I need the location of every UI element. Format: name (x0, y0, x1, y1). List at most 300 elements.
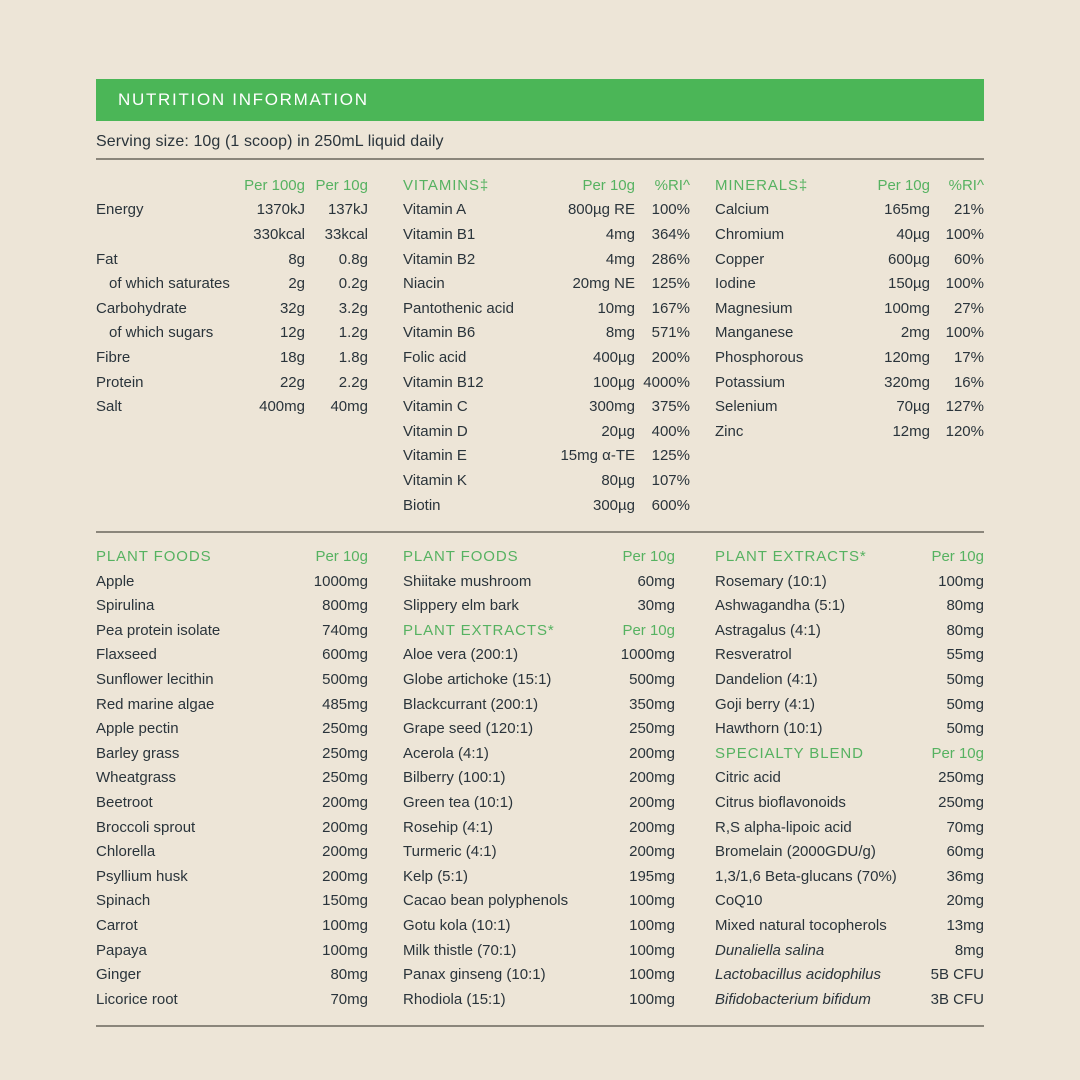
table-row (403, 716, 675, 741)
row-amount: 100mg (938, 572, 984, 590)
row-label: Milk thistle (70:1) (403, 941, 517, 959)
table-row (403, 345, 690, 370)
per-10g-header: Per 10g (582, 176, 635, 194)
row-label: Sunflower lecithin (96, 671, 214, 689)
row-label: Licorice root (96, 990, 178, 1008)
table-row (403, 889, 675, 914)
row-amount: 20µg (601, 422, 635, 440)
row-label: R,S alpha-lipoic acid (715, 818, 852, 836)
row-amount: 300µg (592, 496, 635, 514)
table-row (715, 569, 984, 594)
row-amount: 80mg (946, 597, 984, 615)
row-amount: 800mg (322, 597, 368, 615)
row-amount: 100mg (629, 966, 675, 984)
row-amount: 100mg (629, 917, 675, 935)
row-ri-percent: 107% (651, 471, 690, 489)
table-row (715, 839, 984, 864)
row-label: Apple (96, 572, 135, 590)
row-ri-percent: 21% (953, 201, 984, 219)
row-ri-percent: 100% (651, 201, 690, 219)
row-label: Resveratrol (715, 646, 792, 664)
row-amount: 50mg (946, 695, 984, 713)
section-title: MINERALS‡ (715, 176, 809, 194)
row-label: Barley grass (96, 744, 180, 762)
table-row (96, 173, 368, 198)
row-amount: 60mg (946, 843, 984, 861)
row-amount: 500mg (322, 671, 368, 689)
table-row (715, 864, 984, 889)
section-title: VITAMINS‡ (403, 176, 490, 194)
row-amount: 20mg NE (572, 275, 635, 293)
table-row (715, 962, 984, 987)
row-label: Niacin (403, 275, 445, 293)
row-label: Calcium (715, 201, 770, 219)
table-row (715, 419, 984, 444)
row-amount: 500mg (629, 671, 675, 689)
row-value-per10g: 3.2g (338, 299, 368, 317)
table-row (96, 544, 368, 569)
row-amount: 1000mg (620, 646, 675, 664)
table-row (715, 173, 984, 198)
row-amount: 485mg (322, 695, 368, 713)
row-label: Vitamin B1 (403, 225, 476, 243)
row-label: Spinach (96, 892, 151, 910)
row-amount: 55mg (946, 646, 984, 664)
row-amount: 400µg (592, 348, 635, 366)
row-label: Carbohydrate (96, 299, 187, 317)
row-amount: 8mg (954, 941, 984, 959)
row-label: Biotin (403, 496, 441, 514)
table-row (715, 938, 984, 963)
table-row (403, 938, 675, 963)
row-label: Kelp (5:1) (403, 867, 469, 885)
row-label: of which saturates (109, 275, 230, 293)
row-label: Ginger (96, 966, 142, 984)
row-amount: 20mg (946, 892, 984, 910)
table-row (96, 370, 368, 395)
row-amount: 250mg (322, 744, 368, 762)
row-label: Panax ginseng (10:1) (403, 966, 546, 984)
row-label: Red marine algae (96, 695, 215, 713)
row-label: Vitamin C (403, 398, 468, 416)
row-ri-percent: 125% (651, 447, 690, 465)
row-label: Pantothenic acid (403, 299, 514, 317)
row-label: Wheatgrass (96, 769, 177, 787)
row-label: Chlorella (96, 843, 156, 861)
minerals-table (715, 173, 984, 444)
row-label: Manganese (715, 324, 794, 342)
row-amount: 3B CFU (930, 990, 984, 1008)
row-amount: 300mg (589, 398, 635, 416)
section-title: PLANT FOODS (403, 548, 519, 566)
row-label: Apple pectin (96, 720, 179, 738)
table-row (96, 222, 368, 247)
row-amount: 350mg (629, 695, 675, 713)
table-row (403, 594, 675, 619)
row-label: Slippery elm bark (403, 597, 519, 615)
row-ri-percent: 375% (651, 398, 690, 416)
row-label: Shiitake mushroom (403, 572, 532, 590)
row-amount: 200mg (322, 843, 368, 861)
row-amount: 5B CFU (930, 966, 984, 984)
table-row (715, 594, 984, 619)
row-label: Iodine (715, 275, 756, 293)
table-row (715, 815, 984, 840)
row-amount: 80mg (946, 621, 984, 639)
row-amount: 100µg (592, 373, 635, 391)
row-amount: 800µg RE (567, 201, 635, 219)
row-ri-percent: 27% (953, 299, 984, 317)
table-row (403, 790, 675, 815)
serving-size-line: Serving size: 10g (1 scoop) in 250mL liquid daily (96, 133, 444, 150)
row-amount: 200mg (322, 818, 368, 836)
row-amount: 70mg (946, 818, 984, 836)
row-label: Grape seed (120:1) (403, 720, 534, 738)
row-amount: 50mg (946, 671, 984, 689)
row-amount: 200mg (629, 794, 675, 812)
row-label: Vitamin K (403, 471, 467, 489)
row-ri-percent: 100% (945, 275, 984, 293)
row-ri-percent: 60% (953, 250, 984, 268)
table-row (715, 394, 984, 419)
row-label: Goji berry (4:1) (715, 695, 816, 713)
table-row (96, 247, 368, 272)
row-ri-percent: 125% (651, 275, 690, 293)
panel-content (96, 0, 984, 1027)
row-label: Turmeric (4:1) (403, 843, 497, 861)
table-row (96, 962, 368, 987)
row-label: Vitamin B6 (403, 324, 476, 342)
row-amount: 200mg (629, 818, 675, 836)
row-amount: 100mg (884, 299, 930, 317)
table-row (96, 741, 368, 766)
row-label: 1,3/1,6 Beta-glucans (70%) (715, 867, 897, 885)
table-row (403, 766, 675, 791)
vitamins-table (403, 173, 690, 517)
row-label: Beetroot (96, 794, 153, 812)
bottom-section (96, 544, 984, 1011)
row-value-per10g: 137kJ (327, 201, 368, 219)
table-row (403, 815, 675, 840)
macronutrients-table (96, 173, 368, 419)
table-row (715, 716, 984, 741)
row-amount: 36mg (946, 867, 984, 885)
table-row (715, 667, 984, 692)
row-label: Dunaliella salina (715, 941, 825, 959)
row-amount: 70mg (330, 990, 368, 1008)
table-row (715, 345, 984, 370)
row-label: Citrus bioflavonoids (715, 794, 846, 812)
row-amount: 8mg (605, 324, 635, 342)
plant-foods-extracts-column-2 (403, 544, 675, 1011)
table-row (403, 370, 690, 395)
row-amount: 2mg (900, 324, 930, 342)
row-amount: 600mg (322, 646, 368, 664)
table-row (403, 643, 675, 668)
table-row (715, 766, 984, 791)
row-value-per10g: 40mg (330, 398, 368, 416)
table-row (403, 394, 690, 419)
row-ri-percent: 127% (945, 398, 984, 416)
row-amount: 4mg (605, 225, 635, 243)
row-label: Aloe vera (200:1) (403, 646, 519, 664)
table-row (403, 692, 675, 717)
row-label: of which sugars (109, 324, 214, 342)
table-row (96, 296, 368, 321)
row-amount: 120mg (884, 348, 930, 366)
row-label: Lactobacillus acidophilus (715, 966, 881, 984)
table-row (403, 569, 675, 594)
row-label: Mixed natural tocopherols (715, 917, 887, 935)
row-ri-percent: 100% (945, 225, 984, 243)
row-amount: 200mg (322, 867, 368, 885)
row-amount: 740mg (322, 621, 368, 639)
section-title: PLANT EXTRACTS* (715, 548, 867, 566)
row-ri-percent: 364% (651, 225, 690, 243)
table-row (715, 741, 984, 766)
per-100g-header: Per 100g (244, 176, 305, 194)
row-label: Fibre (96, 348, 131, 366)
row-amount: 100mg (322, 917, 368, 935)
row-amount: 200mg (322, 794, 368, 812)
section-title: PLANT FOODS (96, 548, 212, 566)
row-label: Hawthorn (10:1) (715, 720, 823, 738)
section-title: SPECIALTY BLEND (715, 744, 864, 762)
row-label: Vitamin B2 (403, 250, 476, 268)
table-row (96, 394, 368, 419)
table-row (96, 345, 368, 370)
row-label: Psyllium husk (96, 867, 188, 885)
row-amount: 165mg (884, 201, 930, 219)
table-row (96, 321, 368, 346)
row-amount: 13mg (946, 917, 984, 935)
row-ri-percent: 100% (945, 324, 984, 342)
row-label: Bromelain (2000GDU/g) (715, 843, 876, 861)
row-label: Pea protein isolate (96, 621, 221, 639)
table-row (715, 790, 984, 815)
row-label: Cacao bean polyphenols (403, 892, 569, 910)
table-row (96, 692, 368, 717)
row-label: Magnesium (715, 299, 793, 317)
table-row (96, 889, 368, 914)
row-ri-percent: 600% (651, 496, 690, 514)
table-row (96, 594, 368, 619)
row-label: Carrot (96, 917, 138, 935)
row-amount: 150µg (887, 275, 930, 293)
row-amount: 100mg (629, 892, 675, 910)
table-row (715, 247, 984, 272)
table-row (403, 444, 690, 469)
row-label: Flaxseed (96, 646, 157, 664)
table-row (403, 962, 675, 987)
row-amount: 10mg (597, 299, 635, 317)
row-amount: 200mg (629, 769, 675, 787)
table-row (403, 618, 675, 643)
row-ri-percent: 4000% (643, 373, 690, 391)
row-amount: 100mg (322, 941, 368, 959)
table-row (96, 271, 368, 296)
plant-foods-column-1 (96, 544, 368, 1011)
row-value-per10g: 0.8g (338, 250, 368, 268)
row-amount: 80mg (330, 966, 368, 984)
table-row (403, 247, 690, 272)
row-amount: 100mg (629, 990, 675, 1008)
top-section (96, 173, 984, 517)
table-row (403, 667, 675, 692)
table-row (96, 643, 368, 668)
row-amount: 250mg (938, 794, 984, 812)
row-amount: 40µg (896, 225, 930, 243)
row-amount: 150mg (322, 892, 368, 910)
table-row (96, 569, 368, 594)
table-row (715, 913, 984, 938)
row-label: Broccoli sprout (96, 818, 196, 836)
table-row (403, 468, 690, 493)
row-value-per100g: 32g (279, 299, 305, 317)
row-amount: 50mg (946, 720, 984, 738)
per-10g-header: Per 10g (877, 176, 930, 194)
table-row (403, 222, 690, 247)
row-label: Chromium (715, 225, 785, 243)
row-label: Spirulina (96, 597, 155, 615)
row-ri-percent: 17% (953, 348, 984, 366)
row-label: Rosemary (10:1) (715, 572, 827, 590)
table-row (715, 987, 984, 1012)
row-amount: 30mg (637, 597, 675, 615)
row-amount: 195mg (629, 867, 675, 885)
row-ri-percent: 571% (651, 324, 690, 342)
row-amount: 200mg (629, 744, 675, 762)
row-amount: 250mg (629, 720, 675, 738)
row-amount: 60mg (637, 572, 675, 590)
row-ri-percent: 16% (953, 373, 984, 391)
row-label: Folic acid (403, 348, 467, 366)
table-row (403, 419, 690, 444)
table-row (403, 198, 690, 223)
row-ri-percent: 200% (651, 348, 690, 366)
row-ri-percent: 120% (945, 422, 984, 440)
row-label: Globe artichoke (15:1) (403, 671, 552, 689)
row-amount: 80µg (601, 471, 635, 489)
per-10g-header: Per 10g (315, 176, 368, 194)
per-10g-header: Per 10g (931, 548, 984, 566)
row-label: Astragalus (4:1) (715, 621, 821, 639)
table-row (403, 839, 675, 864)
table-row (96, 913, 368, 938)
row-value-per10g: 2.2g (338, 373, 368, 391)
row-label: Zinc (715, 422, 744, 440)
row-label: Vitamin A (403, 201, 467, 219)
row-label: Rhodiola (15:1) (403, 990, 506, 1008)
row-amount: 100mg (629, 941, 675, 959)
table-row (96, 815, 368, 840)
per-10g-header: Per 10g (622, 621, 675, 639)
row-label: Vitamin E (403, 447, 467, 465)
row-label: CoQ10 (715, 892, 763, 910)
row-amount: 200mg (629, 843, 675, 861)
row-value-per100g: 12g (279, 324, 305, 342)
table-row (96, 667, 368, 692)
row-ri-percent: 400% (651, 422, 690, 440)
row-label: Blackcurrant (200:1) (403, 695, 539, 713)
page-title: NUTRITION INFORMATION (118, 90, 369, 109)
table-row (403, 321, 690, 346)
row-label: Vitamin B12 (403, 373, 484, 391)
row-value-per10g: 1.8g (338, 348, 368, 366)
row-value-per10g: 33kcal (324, 225, 368, 243)
row-label: Vitamin D (403, 422, 468, 440)
table-row (715, 618, 984, 643)
table-row (96, 864, 368, 889)
table-row (715, 296, 984, 321)
table-row (715, 321, 984, 346)
row-amount: 250mg (322, 769, 368, 787)
row-amount: 250mg (322, 720, 368, 738)
table-row (96, 839, 368, 864)
table-row (96, 198, 368, 223)
row-amount: 15mg α-TE (560, 447, 635, 465)
row-amount: 250mg (938, 769, 984, 787)
row-label: Potassium (715, 373, 786, 391)
divider-top (96, 158, 984, 160)
extracts-specialty-column-3 (715, 544, 984, 1011)
row-value-per100g: 18g (279, 348, 305, 366)
table-row (96, 938, 368, 963)
row-label: Ashwagandha (5:1) (715, 597, 846, 615)
row-label: Rosehip (4:1) (403, 818, 494, 836)
table-row (403, 741, 675, 766)
row-value-per10g: 0.2g (338, 275, 368, 293)
row-amount: 70µg (896, 398, 930, 416)
table-row (715, 370, 984, 395)
row-label: Selenium (715, 398, 778, 416)
row-value-per100g: 400mg (259, 398, 305, 416)
table-row (96, 987, 368, 1012)
row-value-per100g: 330kcal (253, 225, 305, 243)
row-amount: 12mg (892, 422, 930, 440)
row-amount: 600µg (887, 250, 930, 268)
table-row (403, 544, 675, 569)
table-row (96, 716, 368, 741)
table-row (715, 889, 984, 914)
divider-middle (96, 531, 984, 533)
row-label: Acerola (4:1) (403, 744, 489, 762)
table-row (715, 692, 984, 717)
table-row (96, 790, 368, 815)
row-label: Fat (96, 250, 118, 268)
table-row (715, 198, 984, 223)
row-label: Dandelion (4:1) (715, 671, 818, 689)
table-row (403, 913, 675, 938)
row-label: Bilberry (100:1) (403, 769, 506, 787)
row-value-per10g: 1.2g (338, 324, 368, 342)
row-label: Phosphorous (715, 348, 804, 366)
header-bar (96, 79, 984, 121)
row-ri-percent: 167% (651, 299, 690, 317)
row-value-per100g: 2g (288, 275, 305, 293)
row-amount: 4mg (605, 250, 635, 268)
ri-header: %RI^ (948, 176, 984, 194)
table-row (96, 618, 368, 643)
row-label: Citric acid (715, 769, 781, 787)
divider-bottom (96, 1025, 984, 1027)
table-row (403, 271, 690, 296)
row-label: Energy (96, 201, 144, 219)
row-amount: 320mg (884, 373, 930, 391)
row-ri-percent: 286% (651, 250, 690, 268)
row-label: Green tea (10:1) (403, 794, 514, 812)
row-label: Protein (96, 373, 144, 391)
